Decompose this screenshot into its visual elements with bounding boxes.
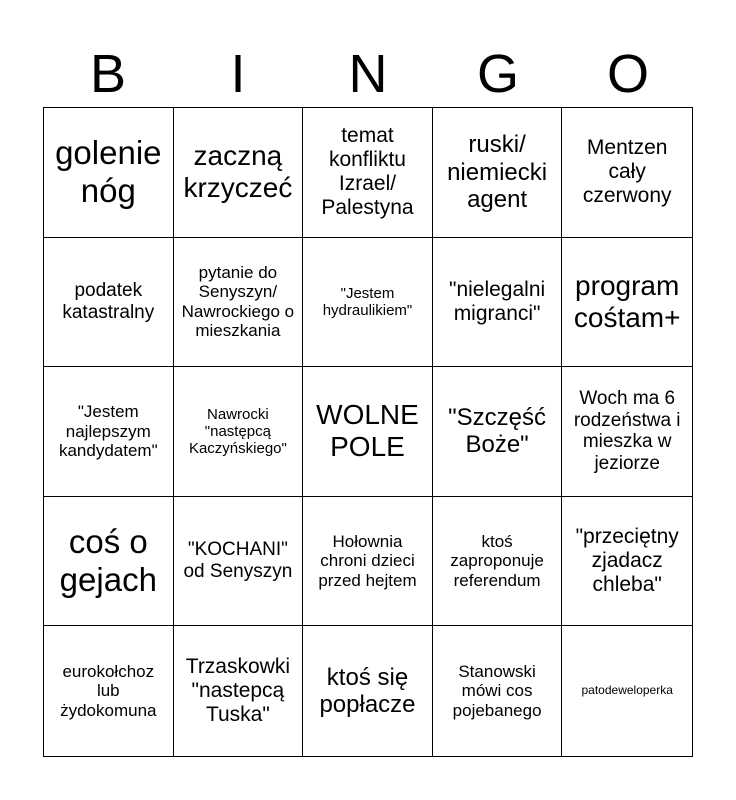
bingo-cell[interactable] <box>174 626 304 756</box>
bingo-cell[interactable] <box>303 238 433 368</box>
cell-text: patodeweloperka <box>581 683 673 698</box>
cell-text: Mentzen cały czerwony <box>582 136 672 208</box>
bingo-cell[interactable] <box>174 497 304 627</box>
cell-text: "KOCHANI" od Senyszyn <box>183 539 293 583</box>
bingo-cell[interactable] <box>174 367 304 497</box>
header-letter-b: B <box>89 44 127 104</box>
cell-text: program cośtam+ <box>573 269 681 333</box>
cell-text: "przeciętny zjadacz chleba" <box>575 524 679 597</box>
cell-text: pytanie do Senyszyn/ Nawrockiego o mieszkania <box>181 262 295 341</box>
header-letter-n: N <box>348 44 388 104</box>
cell-text: Woch ma 6 rodzeństwa i mieszka w jeziorze <box>573 387 681 475</box>
cell-text: eurokołchoz lub żydokomuna <box>60 661 157 720</box>
bingo-cell[interactable] <box>44 497 174 627</box>
bingo-cell[interactable] <box>562 108 692 238</box>
cell-text: "Jestem najlepszym kandydatem" <box>58 402 158 461</box>
bingo-cell[interactable] <box>44 238 174 368</box>
bingo-cell[interactable] <box>174 108 304 238</box>
cell-text: WOLNE POLE <box>316 399 419 463</box>
cell-text: ktoś zaproponuje referendum <box>450 531 544 590</box>
bingo-cell[interactable] <box>562 238 692 368</box>
header-letter-g: G <box>476 44 519 104</box>
cell-text: golenie nóg <box>55 134 162 210</box>
cell-text: "Jestem hydraulikiem" <box>322 284 413 319</box>
cell-text: ktoś się popłacze <box>319 663 416 719</box>
bingo-cell[interactable] <box>303 367 433 497</box>
bingo-cell[interactable] <box>433 108 563 238</box>
bingo-cell[interactable] <box>433 238 563 368</box>
bingo-cell[interactable] <box>433 497 563 627</box>
header-letter-o: O <box>606 44 649 104</box>
cell-text: zaczną krzyczeć <box>183 140 293 204</box>
bingo-header <box>43 44 693 104</box>
cell-text: temat konfliktu Izrael/ Palestyna <box>321 124 414 220</box>
cell-text: coś o gejach <box>59 523 157 599</box>
bingo-cell[interactable] <box>44 626 174 756</box>
cell-text: "nielegalni migranci" <box>448 277 546 325</box>
cell-text: "Szczęść Boże" <box>448 403 547 459</box>
bingo-grid <box>43 107 693 757</box>
bingo-cell[interactable] <box>174 238 304 368</box>
bingo-cell[interactable] <box>562 497 692 627</box>
cell-text: Trzaskowki "nastepcą Tuska" <box>185 654 290 727</box>
cell-text: ruski/ niemiecki agent <box>447 130 548 214</box>
cell-text: podatek katastralny <box>62 280 155 323</box>
cell-text: Hołownia chroni dzieci przed hejtem <box>318 531 417 590</box>
bingo-cell[interactable] <box>562 367 692 497</box>
bingo-cell[interactable] <box>44 367 174 497</box>
bingo-cell[interactable] <box>303 626 433 756</box>
bingo-cell[interactable] <box>44 108 174 238</box>
bingo-cell[interactable] <box>433 367 563 497</box>
header-letter-i: I <box>230 44 246 104</box>
bingo-cell[interactable] <box>562 626 692 756</box>
cell-text: Nawrocki "następcą Kaczyńskiego" <box>188 405 287 458</box>
bingo-cell[interactable] <box>433 626 563 756</box>
cell-text: Stanowski mówi cos pojebanego <box>452 661 542 720</box>
bingo-cell[interactable] <box>303 497 433 627</box>
bingo-cell[interactable] <box>303 108 433 238</box>
